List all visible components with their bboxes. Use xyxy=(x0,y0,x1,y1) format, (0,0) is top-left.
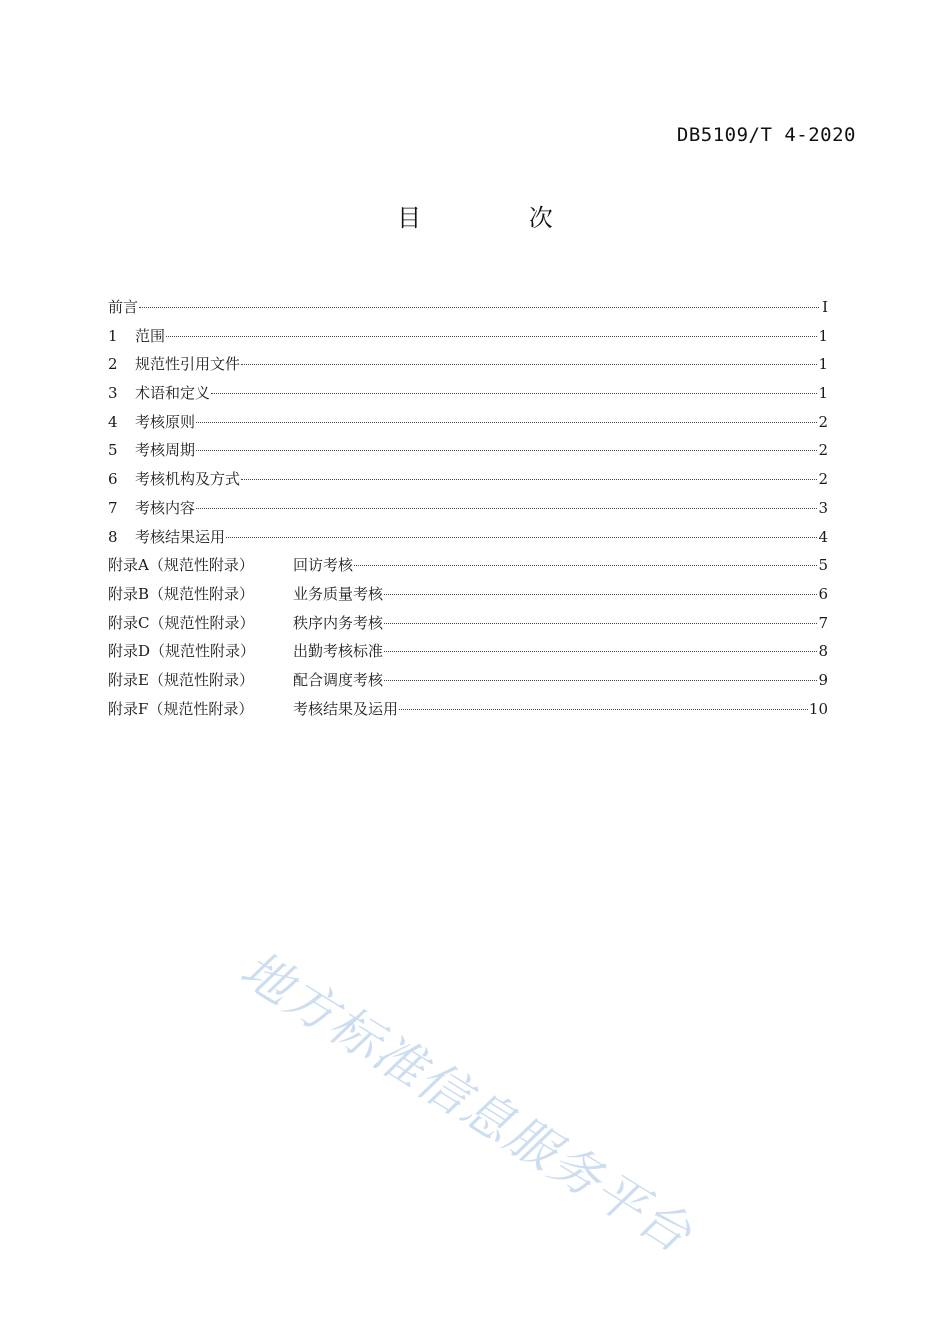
toc-entry-label: 考核机构及方式 xyxy=(135,470,241,489)
toc-entry-page-number: 1 xyxy=(818,326,828,345)
toc-leader-dots xyxy=(384,650,817,652)
toc-entry-number: 7 xyxy=(108,498,118,517)
toc-entry-number: 6 xyxy=(108,470,118,489)
toc-entry[interactable] xyxy=(108,695,828,724)
toc-entry-appendix-prefix: 附录C（规范性附录） xyxy=(108,613,255,632)
toc-entry-appendix-prefix: 附录A（规范性附录） xyxy=(108,556,254,575)
toc-leader-dots xyxy=(226,536,817,538)
toc-leader-dots xyxy=(354,564,817,566)
toc-entry-page-number: 1 xyxy=(818,384,828,403)
toc-entry-label: 出勤考核标准 xyxy=(293,642,384,661)
toc-entry-page-number: 7 xyxy=(818,613,828,632)
toc-leader-dots xyxy=(166,335,817,337)
toc-entry-appendix-prefix: 附录F（规范性附录） xyxy=(108,699,254,718)
toc-leader-dots xyxy=(384,622,817,624)
toc-entry-page-number: 2 xyxy=(818,412,828,431)
toc-entry[interactable] xyxy=(108,293,828,322)
watermark: 地方标准信息服务平台 xyxy=(230,939,703,1265)
toc-entry[interactable] xyxy=(108,609,828,638)
toc-entry-page-number: 9 xyxy=(818,670,828,689)
toc-entry-label: 考核结果运用 xyxy=(135,527,226,546)
toc-entry[interactable] xyxy=(108,580,828,609)
toc-leader-dots xyxy=(196,449,817,451)
toc-entry-page-number: 5 xyxy=(818,556,828,575)
toc-entry-label: 考核周期 xyxy=(135,441,196,460)
toc-entry-appendix-prefix: 附录D（规范性附录） xyxy=(108,642,256,661)
toc-entry[interactable] xyxy=(108,322,828,351)
toc-leader-dots xyxy=(384,679,817,681)
toc-entry-label: 术语和定义 xyxy=(135,384,211,403)
toc-entry-label: 业务质量考核 xyxy=(293,584,384,603)
toc-entry-number: 4 xyxy=(108,412,118,431)
toc-entry-number: 3 xyxy=(108,384,118,403)
toc-entry-label: 考核原则 xyxy=(135,412,196,431)
toc-entry-label: 范围 xyxy=(135,326,166,345)
toc-entry[interactable] xyxy=(108,666,828,695)
toc-entry[interactable] xyxy=(108,465,828,494)
toc-entry-page-number: 6 xyxy=(818,584,828,603)
toc-entry-page-number: I xyxy=(822,298,828,316)
toc-entry[interactable] xyxy=(108,523,828,552)
toc-entry-appendix-prefix: 附录B（规范性附录） xyxy=(108,584,255,603)
toc-entry-label: 秩序内务考核 xyxy=(293,613,384,632)
toc-entry[interactable] xyxy=(108,350,828,379)
toc-entry-label: 回访考核 xyxy=(293,556,354,575)
toc-entry-page-number: 2 xyxy=(818,470,828,489)
table-of-contents xyxy=(108,293,828,723)
toc-leader-dots xyxy=(241,478,817,480)
toc-entry-page-number: 2 xyxy=(818,441,828,460)
toc-entry-page-number: 3 xyxy=(818,498,828,517)
toc-entry-number: 5 xyxy=(108,441,118,460)
toc-entry-page-number: 4 xyxy=(818,527,828,546)
toc-entry[interactable] xyxy=(108,379,828,408)
toc-entry-label: 配合调度考核 xyxy=(293,670,384,689)
toc-leader-dots xyxy=(139,306,819,308)
toc-entry-page-number: 1 xyxy=(818,355,828,374)
toc-entry-number: 2 xyxy=(108,355,118,374)
toc-leader-dots xyxy=(211,392,817,394)
toc-leader-dots xyxy=(241,363,817,365)
toc-leader-dots xyxy=(196,507,817,509)
toc-leader-dots xyxy=(384,593,817,595)
document-code: DB5109/T 4-2020 xyxy=(676,124,856,146)
toc-entry-number: 1 xyxy=(108,326,118,345)
toc-entry-label: 考核内容 xyxy=(135,498,196,517)
toc-entry-appendix-prefix: 附录E（规范性附录） xyxy=(108,670,254,689)
toc-entry[interactable] xyxy=(108,637,828,666)
toc-leader-dots xyxy=(399,708,808,710)
toc-entry[interactable] xyxy=(108,551,828,580)
toc-entry[interactable] xyxy=(108,494,828,523)
toc-leader-dots xyxy=(196,421,817,423)
toc-entry-page-number: 10 xyxy=(808,699,828,718)
toc-entry-label: 前言 xyxy=(108,298,139,316)
toc-entry[interactable] xyxy=(108,408,828,437)
toc-title: 目 次 xyxy=(397,204,603,232)
toc-entry[interactable] xyxy=(108,436,828,465)
toc-entry-label: 考核结果及运用 xyxy=(293,699,399,718)
toc-entry-label: 规范性引用文件 xyxy=(135,355,241,374)
toc-entry-page-number: 8 xyxy=(818,642,828,661)
toc-entry-number: 8 xyxy=(108,527,118,546)
